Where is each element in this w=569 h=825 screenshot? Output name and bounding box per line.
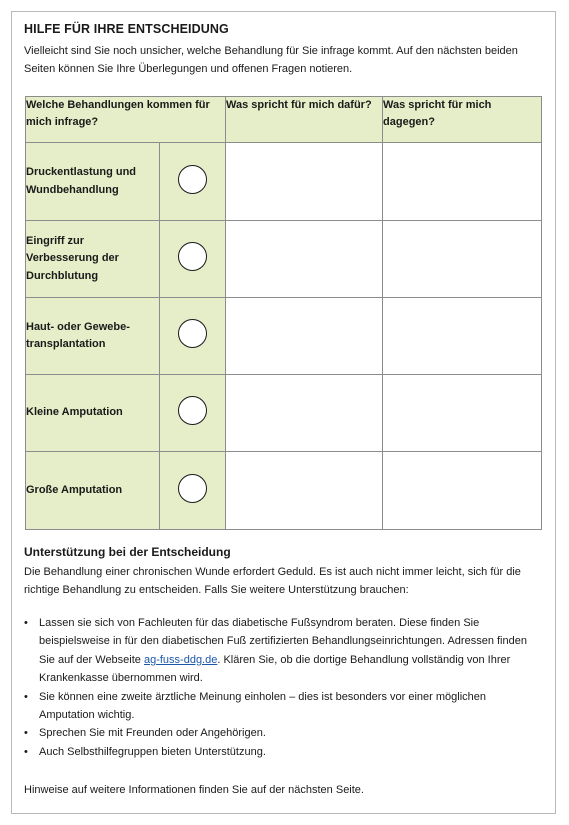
choice-circle[interactable] [178,242,207,271]
contra-notes-cell[interactable] [383,375,542,452]
choice-circle[interactable] [178,474,207,503]
header-pro: Was spricht für mich dafür? [226,97,383,143]
choice-circle[interactable] [178,319,207,348]
choice-circle[interactable] [178,396,207,425]
pro-notes-cell[interactable] [226,452,383,530]
bullet-icon: • [24,617,28,629]
bullet-icon: • [24,727,28,740]
header-contra: Was spricht für mich dagegen? [383,97,542,143]
option-label: Kleine Amputation [26,375,160,452]
pro-notes-cell[interactable] [226,298,383,375]
table-header-row [26,97,542,143]
option-label: Haut- oder Gewebe- transplantation [26,298,160,375]
table-row [26,298,542,375]
footer-note: Hinweise auf weitere Informationen finden Sie auf der nächsten Seite. [24,784,364,796]
pro-notes-cell[interactable] [226,375,383,452]
pro-notes-cell[interactable] [226,143,383,221]
contra-notes-cell[interactable] [383,221,542,298]
option-label: Große Amputation [26,452,160,530]
list-item: • Lassen sie sich von Fachleuten für das diabetische Fußsyndrom beraten. Diese finden Sie beispielsweise in für den diabetischen Fuß zertifizierten Behandlungseinrichtungen. Adressen finden Sie auf der Webseite ag-fuss-ddg.de. Klären Sie, ob die dortige Behandlung vollständig von Ihrer Krankenkasse übernommen wird. [24,614,544,688]
decision-table [25,96,542,530]
list-item: • Auch Selbsthilfegruppen bieten Unterstützung. [24,743,544,761]
website-link[interactable]: ag-fuss-ddg.de [143,653,218,666]
table-row [26,452,542,530]
table-row [26,375,542,452]
contra-notes-cell[interactable] [383,143,542,221]
option-label: Eingriff zur Verbesserung der Durchblutung [26,221,160,298]
list-item: • Sie können eine zweite ärztliche Meinung einholen – dies ist besonders vor einer möglichen Amputation wichtig. [24,688,544,725]
table-row [26,221,542,298]
choice-circle[interactable] [178,165,207,194]
page-title: HILFE FÜR IHRE ENTSCHEIDUNG [24,22,229,36]
support-list [24,614,544,761]
contra-notes-cell[interactable] [383,298,542,375]
list-item: • Sprechen Sie mit Freunden oder Angehörigen. [24,724,544,742]
option-label: Druckentlastung und Wundbehandlung [26,143,160,221]
header-options: Welche Behandlungen kommen für mich infrage? [26,97,226,143]
pro-notes-cell[interactable] [226,221,383,298]
table-row [26,143,542,221]
bullet-icon: • [24,745,28,758]
support-heading: Unterstützung bei der Entscheidung [24,545,231,559]
support-text: Die Behandlung einer chronischen Wunde erfordert Geduld. Es ist auch nicht immer leicht, sich für die richtige Behandlung zu entscheiden. Falls Sie weitere Unterstützung brauchen: [24,566,521,596]
contra-notes-cell[interactable] [383,452,542,530]
intro-text: Vielleicht sind Sie noch unsicher, welche Behandlung für Sie infrage kommt. Auf den nächsten beiden Seiten können Sie Ihre Überlegungen und offenen Fragen notieren. [24,45,518,75]
bullet-icon: • [24,690,28,703]
